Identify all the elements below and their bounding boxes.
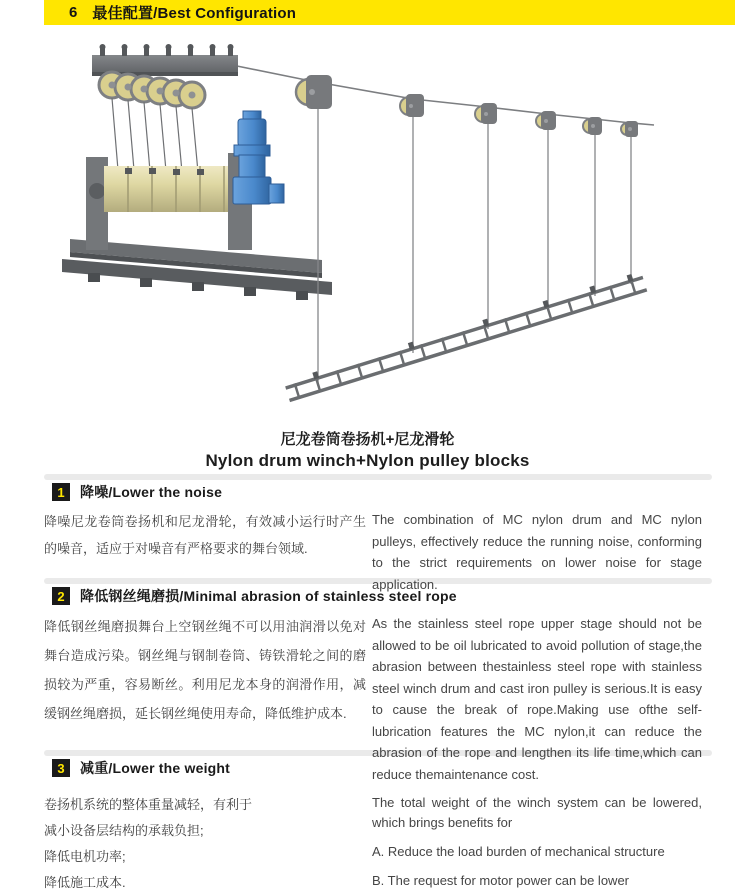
section-1-number-badge: 1 (52, 483, 70, 501)
chapter-number: 6 (69, 4, 78, 21)
section-2-body-zh: 降低钢丝绳磨损舞台上空钢丝绳不可以用油润滑以免对舞台造成污染。钢丝绳与钢制卷筒、铸铁滑轮之间的磨损较为严重，容易断丝。利用尼龙本身的润滑作用，减缓钢丝绳磨损，延长钢丝绳使用寿命，降低维护成本. (44, 619, 366, 721)
batten-truss (284, 271, 648, 402)
section-3-zh-line: 卷扬机系统的整体重量减轻，有利于 (44, 797, 253, 812)
section-3-en-item: A. Reduce the load burden of mechanical structure (372, 844, 665, 859)
section-2-title: 降低钢丝绳磨损/Minimal abrasion of stainless steel rope (80, 588, 457, 604)
chapter-header-bar (44, 0, 735, 25)
drum-ropes (112, 98, 198, 172)
figure-caption-en: Nylon drum winch+Nylon pulley blocks (205, 451, 530, 470)
section-3-zh-line: 减小设备层结构的承载负担; (44, 823, 204, 838)
section-1-body-zh: 降噪尼龙卷筒卷扬机和尼龙滑轮，有效减小运行时产生的噪音，适应于对噪音有严格要求的舞台领域. (44, 514, 366, 556)
head-pulleys (99, 72, 205, 108)
drum-assembly (86, 153, 252, 250)
winch-figure (0, 35, 735, 430)
figure-caption (0, 430, 735, 471)
section-divider (44, 474, 712, 480)
section-3-header (52, 758, 230, 778)
pulley-block-large (296, 75, 332, 109)
section-1-body-en: The combination of MC nylon drum and MC nylon pulleys, effectively reduce the running noise, conforming to the strict requirements on lower noise for stage application. (372, 512, 702, 592)
pulley-blocks-small (400, 94, 638, 137)
section-2-header (52, 586, 457, 606)
chapter-title: 最佳配置/Best Configuration (92, 5, 297, 22)
winch-illustration (0, 35, 735, 430)
figure-caption-zh: 尼龙卷筒卷扬机+尼龙滑轮 (280, 431, 455, 448)
section-3-title: 减重/Lower the weight (80, 760, 231, 776)
motor (233, 111, 284, 204)
section-1-title: 降噪/Lower the noise (80, 484, 223, 500)
section-2-body-en: As the stainless steel rope upper stage should not be allowed to be oil lubricated to avoid pollution of stage,the abrasion between thestainless steel rope with stainless steel winch drum and cast iron pulley is serious.It is easy to cause the break of rope.Making use ofthe self-lubrication features the MC nylon,it can reduce the abrasion of the rope and lengthen its life time,which can reduce themaintenance cost. (372, 616, 702, 782)
section-3-zh-line: 降低施工成本. (44, 875, 126, 890)
section-2-number-badge: 2 (52, 587, 70, 605)
section-3-body-zh (44, 792, 366, 896)
section-3-body-en (372, 793, 702, 891)
section-3-number-badge: 3 (52, 759, 70, 777)
section-3-en-item: B. The request for motor power can be lower (372, 873, 629, 888)
section-3-en-intro: The total weight of the winch system can be lowered, which brings benefits for (372, 795, 702, 830)
section-1-header (52, 482, 222, 502)
section-3-zh-line: 降低电机功率; (44, 849, 126, 864)
